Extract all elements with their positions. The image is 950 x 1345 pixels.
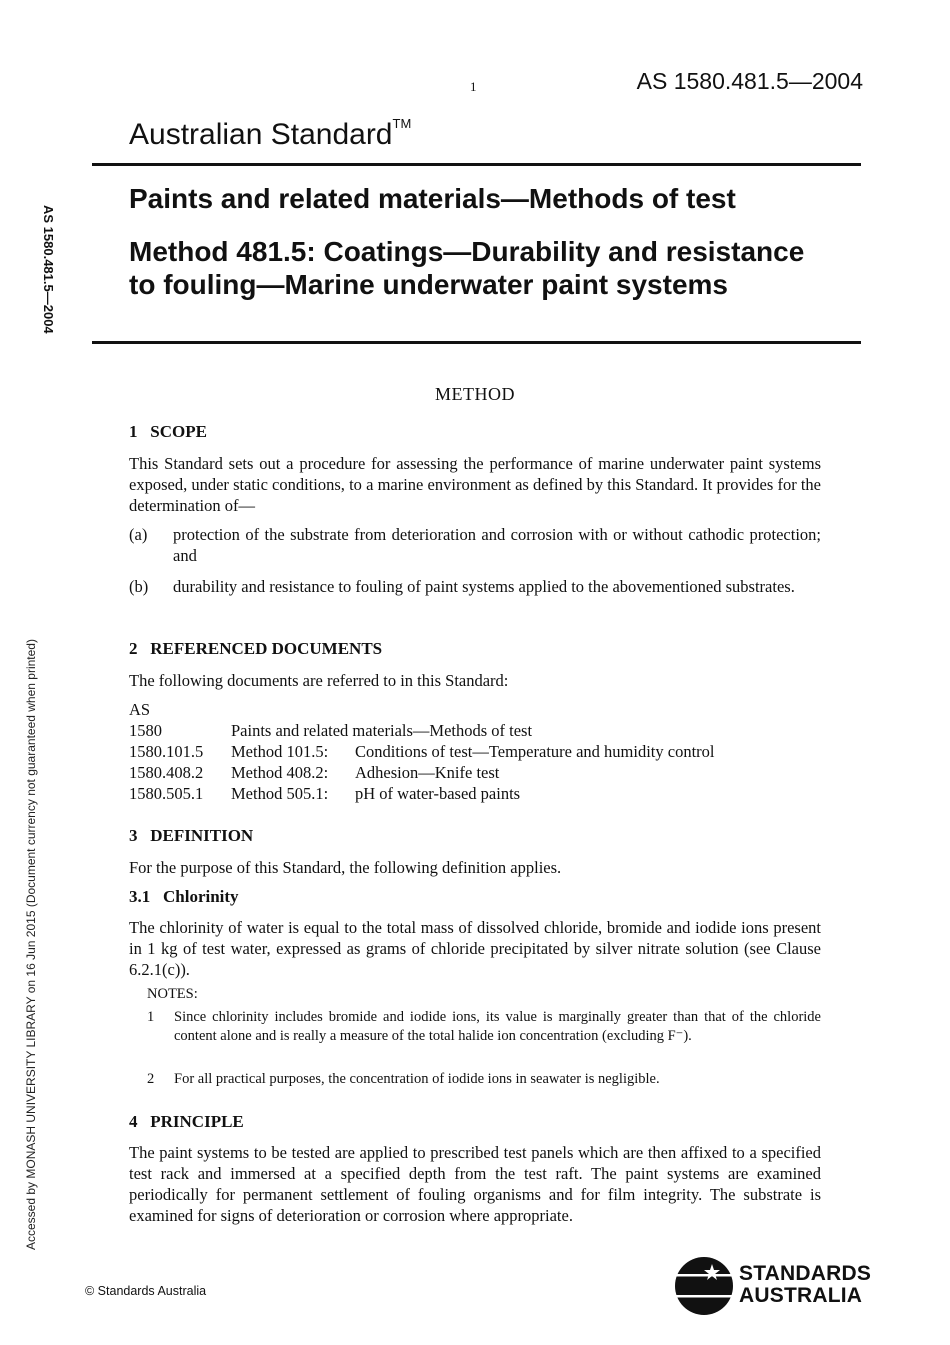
references-group: AS [129, 700, 151, 719]
reference-code: 1580.408.2 [129, 763, 204, 782]
standard-number: AS 1580.481.5—2004 [636, 68, 863, 94]
scope-item-text: durability and resistance to fouling of paint systems applied to the abovementioned substrates. [173, 577, 795, 596]
reference-code: 1580 [129, 721, 162, 740]
method-label: METHOD [435, 384, 515, 404]
title-rule-top [92, 163, 861, 166]
scope-item-text: protection of the substrate from deterioration and corrosion with or without cathodic protection; and [173, 525, 821, 565]
brand-title-text: Australian Standard [129, 118, 393, 151]
reference-row [129, 720, 715, 741]
reference-method: Method 101.5: [231, 742, 329, 761]
chlorinity-text: The chlorinity of water is equal to the total mass of dissolved chloride, bromide and iodide ions present in 1 kg of test water, expressed as grams of chloride precipitated by silver nitrate solution (see Clause 6.2.1(c)). [129, 918, 821, 979]
margin-access-notice: Accessed by MONASH UNIVERSITY LIBRARY on 16 Jun 2015 (Document currency not guaranteed when printed) [24, 639, 38, 1250]
logo-line-2: AUSTRALIA [739, 1284, 863, 1307]
note-number: 1 [147, 1009, 155, 1025]
chlorinity-heading: 3.1 Chlorinity [129, 887, 239, 906]
scope-item-label: (a) [129, 525, 148, 544]
note-item-2 [147, 1070, 821, 1089]
logo-wordmark [739, 1263, 871, 1307]
references-heading: 2 REFERENCED DOCUMENTS [129, 639, 383, 658]
reference-description: Conditions of test—Temperature and humidity control [355, 742, 715, 761]
reference-description: Adhesion—Knife test [355, 763, 500, 782]
scope-item-a [129, 524, 821, 566]
references-table [129, 720, 715, 804]
notes-label: NOTES: [147, 986, 198, 1002]
definition-heading: 3 DEFINITION [129, 826, 254, 845]
footer-copyright: © Standards Australia [85, 1284, 207, 1298]
note-text: Since chlorinity includes bromide and iodide ions, its value is marginally greater than that of the chloride content alone and is really a measure of the total halide ion concentration (excluding F⁻). [174, 1009, 821, 1044]
reference-row [129, 741, 715, 762]
note-text: For all practical purposes, the concentration of iodide ions in seawater is negligible. [174, 1071, 660, 1087]
scope-item-b [129, 576, 821, 597]
method-title: Method 481.5: Coatings—Durability and resistance to fouling—Marine underwater paint systems [129, 236, 805, 300]
reference-description: pH of water-based paints [355, 784, 521, 803]
reference-code: 1580.101.5 [129, 742, 204, 761]
margin-standard-id: AS 1580.481.5—2004 [41, 205, 56, 334]
scope-heading: 1 SCOPE [129, 422, 207, 441]
reference-method: Method 505.1: [231, 784, 329, 803]
document-title: Paints and related materials—Methods of test [129, 183, 736, 214]
definition-intro: For the purpose of this Standard, the following definition applies. [129, 858, 562, 877]
scope-text: This Standard sets out a procedure for assessing the performance of marine underwater paint systems exposed, under static conditions, to a marine environment as defined by this Standard. It provides for the determination of— [129, 454, 821, 515]
references-intro: The following documents are referred to in this Standard: [129, 671, 509, 690]
scope-item-label: (b) [129, 577, 149, 596]
principle-text: The paint systems to be tested are applied to prescribed test panels which are then affixed to a specified test rack and immersed at a specified depth from the test raft. The paint systems are examined periodically for permanent settlement of fouling organisms and for film integrity. The substrate is examined for signs of deterioration or corrosion where appropriate. [129, 1143, 821, 1225]
logo-line-1: STANDARDS [739, 1262, 872, 1285]
reference-row [129, 762, 715, 783]
reference-method: Method 408.2: [231, 763, 329, 782]
brand-title [129, 118, 411, 152]
references-list [129, 699, 715, 804]
trademark-mark: TM [392, 116, 412, 131]
note-number: 2 [147, 1071, 155, 1087]
reference-code: 1580.505.1 [129, 784, 204, 803]
page-number: 1 [470, 79, 477, 94]
principle-heading: 4 PRINCIPLE [129, 1112, 244, 1131]
note-item-1 [147, 1008, 821, 1046]
reference-row [129, 783, 715, 804]
title-rule-bottom [92, 341, 861, 344]
reference-method: Paints and related materials—Methods of test [231, 721, 533, 740]
